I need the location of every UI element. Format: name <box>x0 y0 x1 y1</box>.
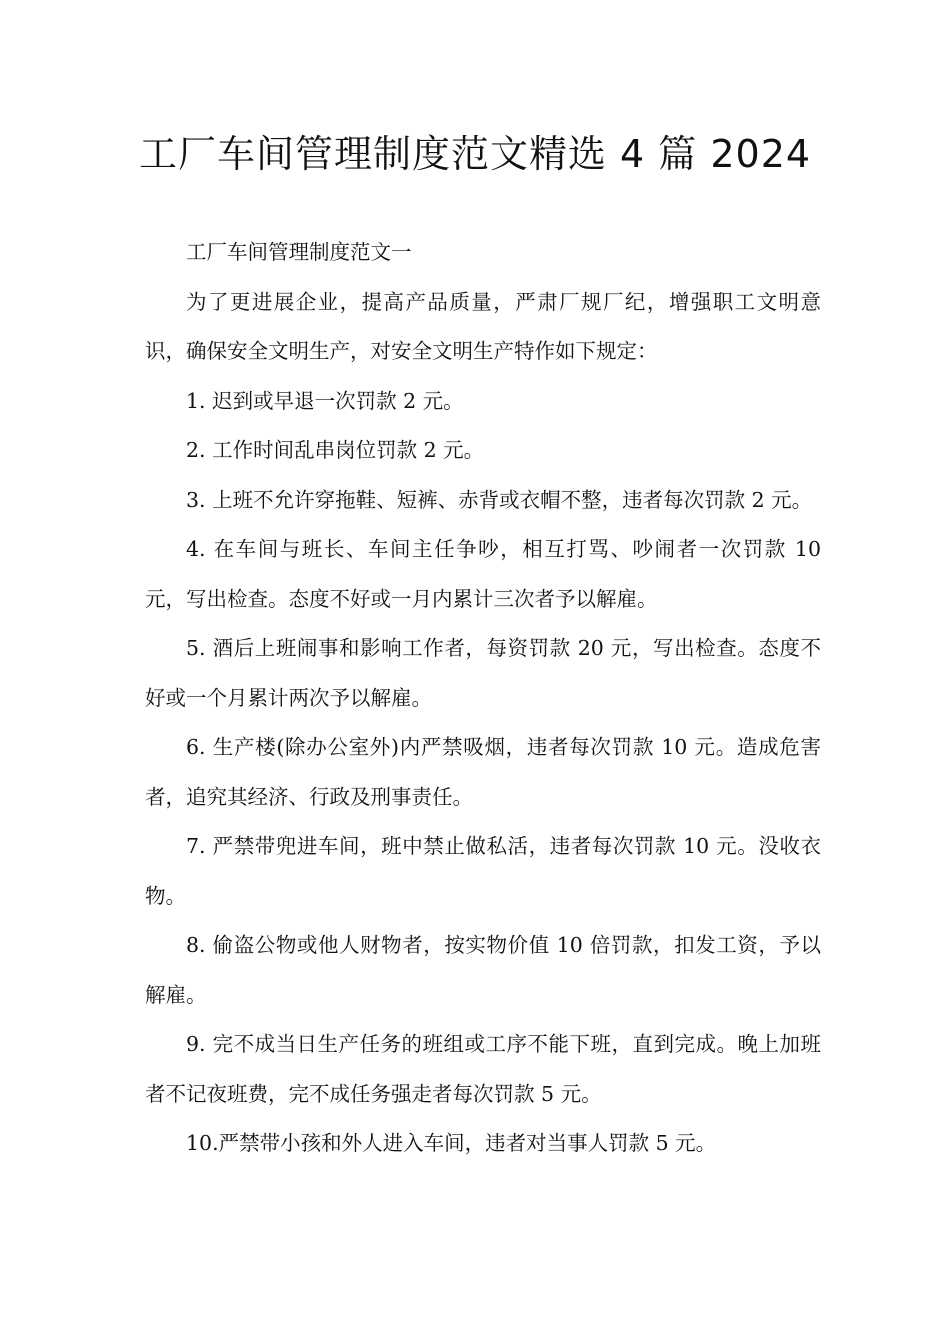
rule-item: 1. 迟到或早退一次罚款 2 元。 <box>186 388 464 413</box>
rule-item: 10.严禁带小孩和外人进入车间，违者对当事人罚款 5 元。 <box>186 1131 717 1155</box>
document-title: 工厂车间管理制度范文精选 4 篇 2024 <box>138 132 812 176</box>
rule-item: 4. 在车间与班长、车间主任争吵，相互打骂、吵闹者一次罚款 10 元，写出检查。态度不好或一月内累计三次者予以解雇。 <box>145 537 821 611</box>
document-body <box>145 228 821 1169</box>
rule-item: 9. 完不成当日生产任务的班组或工序不能下班，直到完成。晚上加班者不记夜班费，完不成任务强走者每次罚款 5 元。 <box>145 1032 821 1106</box>
rule-item: 7. 严禁带兜进车间，班中禁止做私活，违者每次罚款 10 元。没收衣物。 <box>145 834 821 908</box>
rule-item: 8. 偷盗公物或他人财物者，按实物价值 10 倍罚款，扣发工资，予以解雇。 <box>145 933 821 1007</box>
rule-item: 2. 工作时间乱串岗位罚款 2 元。 <box>186 438 485 462</box>
rule-item: 5. 酒后上班闹事和影响工作者，每资罚款 20 元，写出检查。态度不好或一个月累计两次予以解雇。 <box>145 636 821 710</box>
section-heading: 工厂车间管理制度范文一 <box>186 240 412 264</box>
rule-item: 3. 上班不允许穿拖鞋、短裤、赤背或衣帽不整，违者每次罚款 2 元。 <box>186 487 813 512</box>
intro-paragraph: 为了更进展企业，提高产品质量，严肃厂规厂纪，增强职工文明意识，确保安全文明生产，对安全文明生产特作如下规定： <box>145 289 821 363</box>
rule-item: 6. 生产楼(除办公室外)内严禁吸烟，违者每次罚款 10 元。造成危害者，追究其经济、行政及刑事责任。 <box>145 735 821 809</box>
